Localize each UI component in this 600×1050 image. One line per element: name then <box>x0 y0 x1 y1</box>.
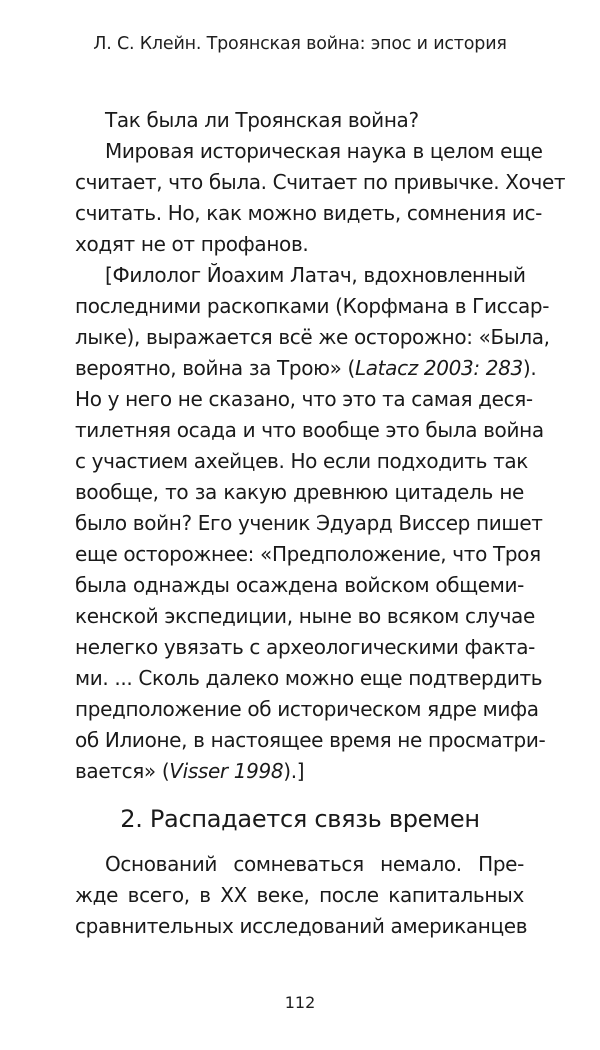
text-line: предположение об историческом ядре мифа <box>75 697 539 721</box>
running-head: Л. С. Клейн. Троянская война: эпос и история <box>93 34 507 54</box>
text-line-with-citation <box>75 353 537 384</box>
text-segment: ).] <box>283 759 305 783</box>
text-line: кенской экспедиции, ныне во всяком случае <box>75 604 535 628</box>
text-line: жде всего, в XX веке, после капитальных <box>75 883 524 907</box>
body-text-section-1 <box>75 105 566 787</box>
text-line: об Илионе, в настоящее время не просматри- <box>75 728 546 752</box>
text-line-with-citation <box>75 756 524 787</box>
text-line: была однажды осаждена войском общеми- <box>75 573 524 597</box>
text-segment: вается» ( <box>75 759 170 783</box>
citation-latacz: Latacz 2003: 283 <box>354 356 523 380</box>
text-line: вообще, то за какую древнюю цитадель не <box>75 480 524 504</box>
section-heading: 2. Распадается связь времен <box>120 805 480 833</box>
text-line: считать. Но, как можно видеть, сомнения ис- <box>75 201 543 225</box>
text-line: еще осторожнее: «Предположение, что Троя <box>75 542 541 566</box>
text-segment: вероятно, война за Трою» ( <box>75 356 355 380</box>
text-line: с участием ахейцев. Но если подходить так <box>75 449 529 473</box>
text-line: Оснований сомневаться немало. Пре- <box>105 852 524 876</box>
page-number: 112 <box>284 993 316 1012</box>
text-line: ми. ... Сколь далеко можно еще подтвердить <box>75 666 543 690</box>
text-line: Но у него не сказано, что это та самая деся- <box>75 387 533 411</box>
text-line: считает, что была. Считает по привычке. Хочет <box>75 170 566 194</box>
text-line: Так была ли Троянская война? <box>105 108 419 132</box>
text-line: последними раскопками (Корфмана в Гиссар- <box>75 294 550 318</box>
text-line: сравнительных исследований американцев <box>75 914 528 938</box>
citation-visser: Visser 1998 <box>169 759 284 783</box>
text-line: тилетняя осада и что вообще это была война <box>75 418 544 442</box>
text-line: ходят не от профанов. <box>75 232 309 256</box>
text-line: было войн? Его ученик Эдуард Виссер пишет <box>75 511 543 535</box>
text-line: лыке), выражается всё же осторожно: «Была, <box>75 325 550 349</box>
text-line: Мировая историческая наука в целом еще <box>105 139 543 163</box>
body-text-section-2 <box>75 849 528 942</box>
text-line: нелегко увязать с археологическими факта- <box>75 635 536 659</box>
text-segment: ). <box>522 356 537 380</box>
text-line: [Филолог Йоахим Латач, вдохновленный <box>105 263 526 287</box>
